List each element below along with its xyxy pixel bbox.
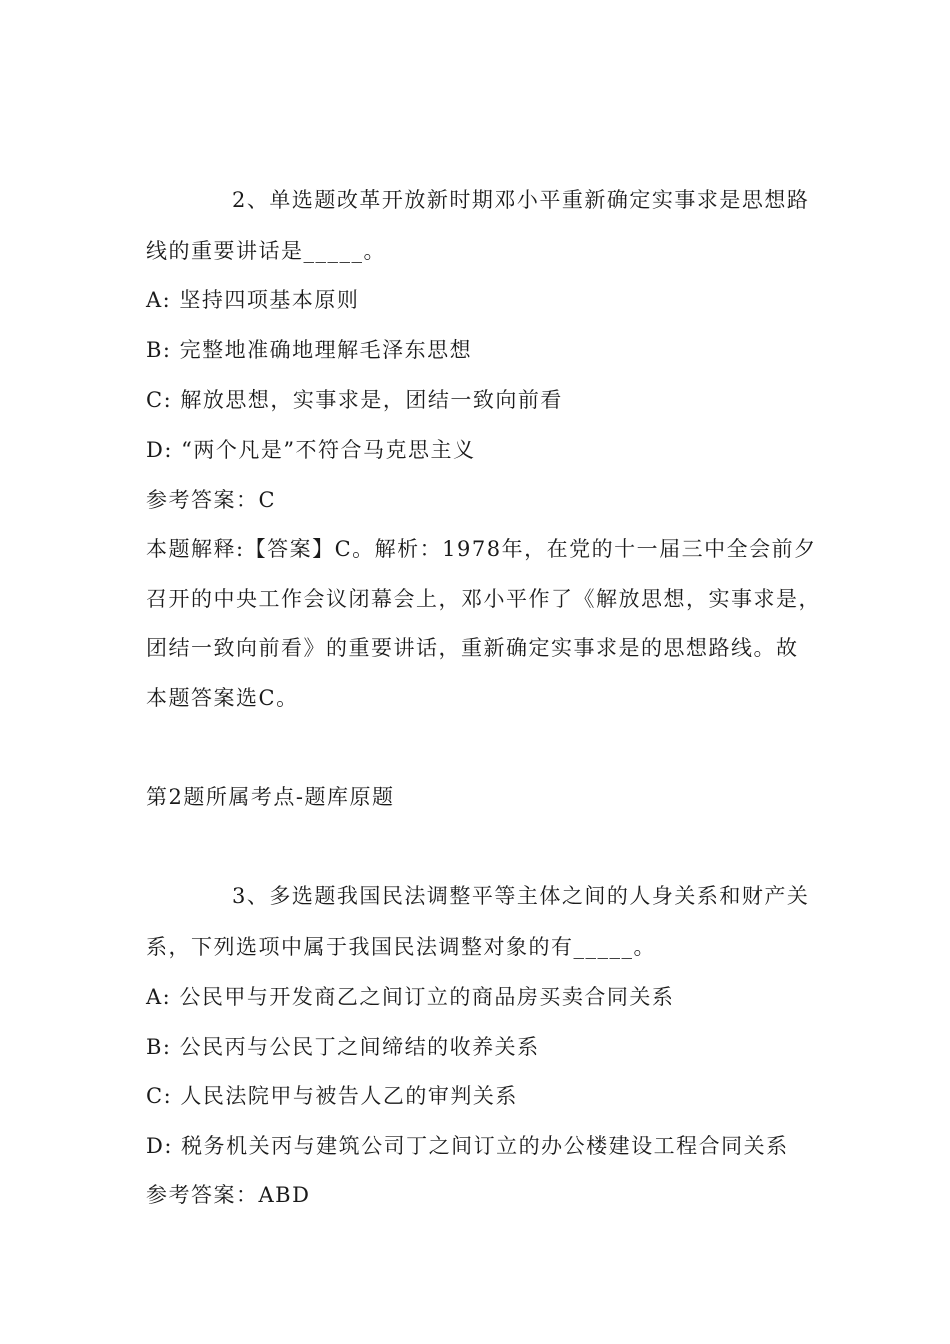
question-2-explanation: 本题解释:【答案】C。解析：1978年，在党的十一届三中全会前夕 xyxy=(146,537,817,561)
question-3-answer: 参考答案：ABD xyxy=(146,1183,311,1207)
question-2-option-a: A: 坚持四项基本原则 xyxy=(146,288,360,312)
question-3-option-b: B: 公民丙与公民丁之间缔结的收养关系 xyxy=(146,1035,540,1059)
question-3-stem: 3、多选题我国民法调整平等主体之间的人身关系和财产关 xyxy=(232,884,810,908)
question-2-option-c: C: 解放思想，实事求是，团结一致向前看 xyxy=(146,388,563,412)
question-2-explanation-line-4: 本题答案选C。 xyxy=(146,686,299,710)
question-2-explanation-line-2: 召开的中央工作会议闭幕会上，邓小平作了《解放思想，实事求是， xyxy=(146,587,821,611)
question-2-stem-continued: 线的重要讲话是_____。 xyxy=(146,239,386,263)
question-3-stem-continued: 系，下列选项中属于我国民法调整对象的有_____。 xyxy=(146,935,656,959)
question-2-option-b: B: 完整地准确地理解毛泽东思想 xyxy=(146,338,473,362)
question-3-option-d: D: 税务机关丙与建筑公司丁之间订立的办公楼建设工程合同关系 xyxy=(146,1134,789,1158)
question-2-answer: 参考答案：C xyxy=(146,488,277,512)
question-2-option-d: D: “两个凡是”不符合马克思主义 xyxy=(146,438,476,462)
question-3-option-a: A: 公民甲与开发商乙之间订立的商品房买卖合同关系 xyxy=(146,985,675,1009)
question-3-option-c: C: 人民法院甲与被告人乙的审判关系 xyxy=(146,1084,518,1108)
question-2-explanation-line-3: 团结一致向前看》的重要讲话，重新确定实事求是的思想路线。故 xyxy=(146,636,799,660)
question-2-topic: 第2题所属考点-题库原题 xyxy=(146,785,395,809)
question-2-stem: 2、单选题改革开放新时期邓小平重新确定实事求是思想路 xyxy=(232,188,810,212)
